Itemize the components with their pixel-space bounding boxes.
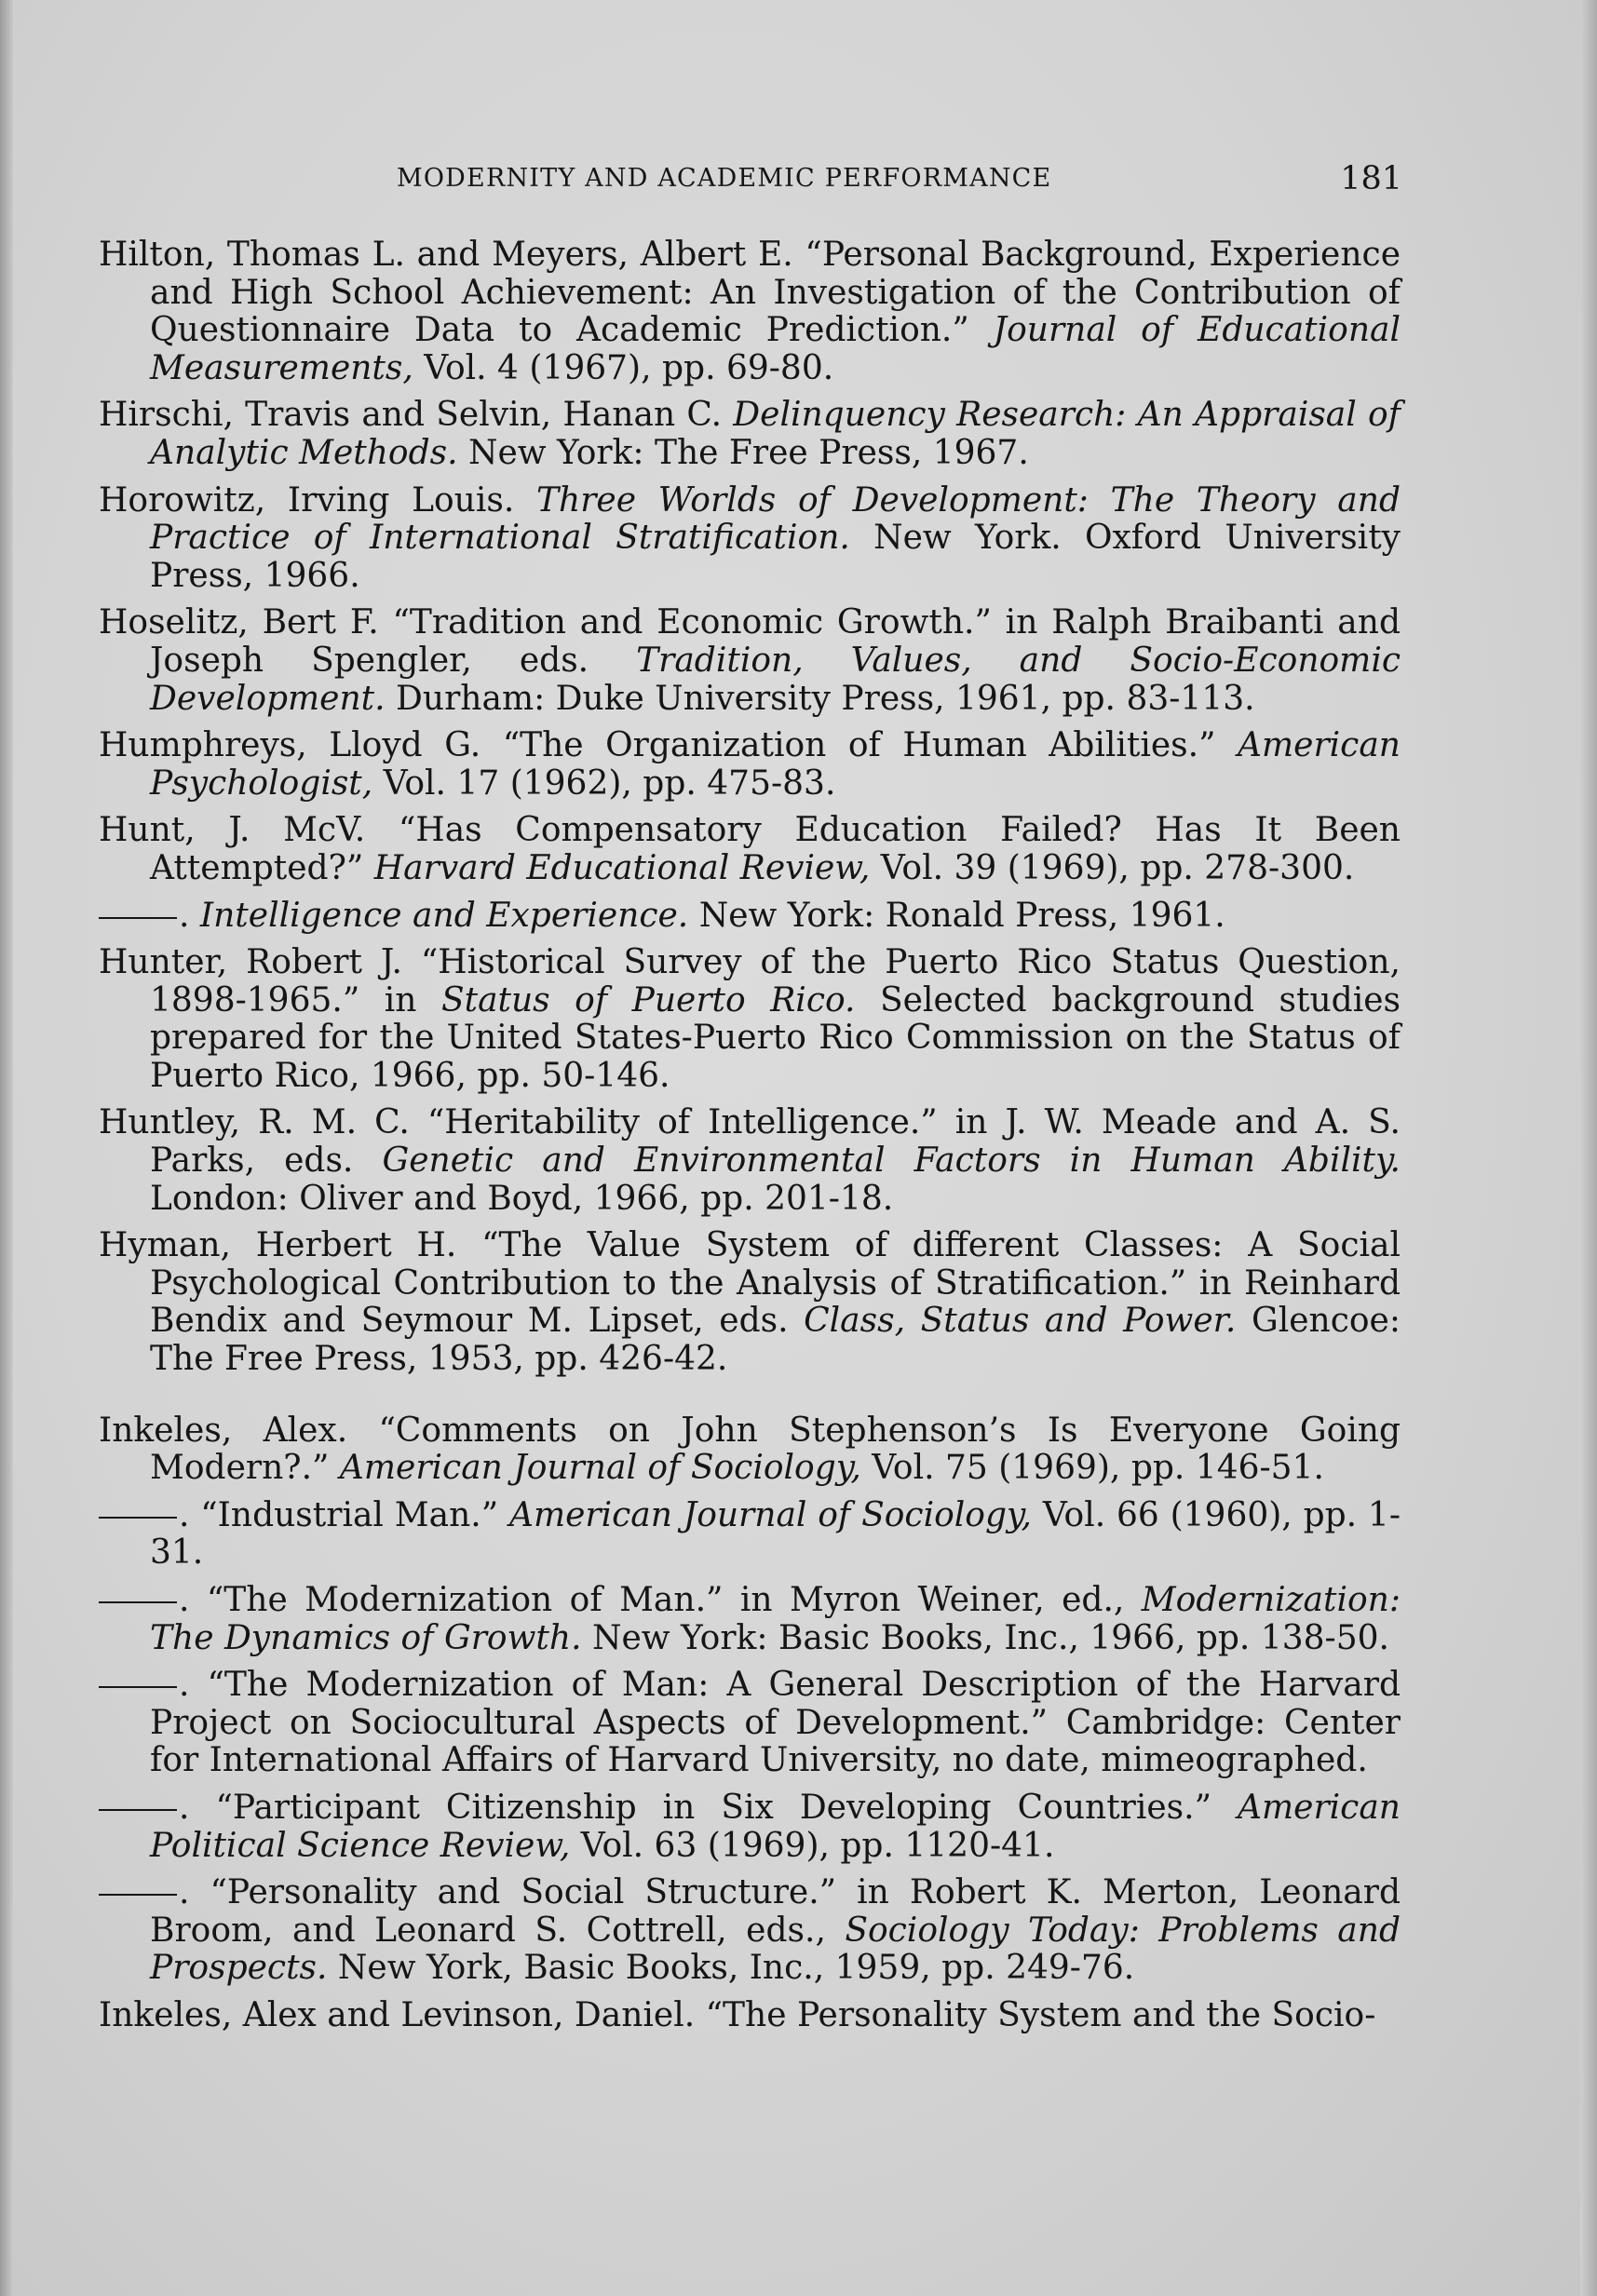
reference-entry: Hyman, Herbert H. “The Value System of different Classes: A Social Psychological Contribution to the Analysis of Stratification.” in Reinhard Bendix and Seymour M. Lipset, eds. Class, Status and Power. Glencoe: The Free Press, 1953, pp. 426-42. bbox=[99, 1226, 1401, 1379]
reference-entry: . “Participant Citizenship in Six Developing Countries.” American Political Science Review, Vol. 63 (1969), pp. 1120-41. bbox=[99, 1790, 1401, 1865]
running-head: MODERNITY AND ACADEMIC PERFORMANCE bbox=[397, 164, 1052, 193]
reference-entry: Hoselitz, Bert F. “Tradition and Economic Growth.” in Ralph Braibanti and Joseph Spengler, eds. Tradition, Values, and Socio-Economic Development. Durham: Duke University Press, 1961, pp. 83-113. bbox=[99, 603, 1401, 718]
page-number: 181 bbox=[1340, 160, 1402, 197]
repeat-author-dash bbox=[99, 1517, 177, 1519]
reference-entry: . “Industrial Man.” American Journal of Sociology, Vol. 66 (1960), pp. 1-31. bbox=[99, 1497, 1401, 1573]
repeat-author-dash bbox=[99, 1686, 177, 1688]
reference-entry: Hilton, Thomas L. and Meyers, Albert E. “Personal Background, Experience and High School Achievement: An Investigation of the Contribution of Questionnaire Data to Academic Prediction.” Journal of Educational Measurements, Vol. 4 (1967), pp. 69-80. bbox=[99, 236, 1401, 387]
reference-entry: Humphreys, Lloyd G. “The Organization of Human Abilities.” American Psychologist, Vol. 17 (1962), pp. 475-83. bbox=[99, 726, 1401, 803]
page-header bbox=[99, 160, 1402, 203]
repeat-author-dash bbox=[99, 1894, 177, 1896]
reference-entry: Hirschi, Travis and Selvin, Hanan C. Delinquency Research: An Appraisal of Analytic Methods. New York: The Free Press, 1967. bbox=[99, 396, 1401, 472]
reference-entry: . Intelligence and Experience. New York: Ronald Press, 1961. bbox=[99, 898, 1401, 936]
reference-list bbox=[99, 236, 1401, 2045]
reference-entry: . “The Modernization of Man.” in Myron Weiner, ed., Modernization: The Dynamics of Growth. New York: Basic Books, Inc., 1966, pp. 138-50. bbox=[99, 1582, 1401, 1657]
reference-entry: Hunt, J. McV. “Has Compensatory Education Failed? Has It Been Attempted?” Harvard Educational Review, Vol. 39 (1969), pp. 278-300. bbox=[99, 811, 1401, 887]
reference-entry: Inkeles, Alex and Levinson, Daniel. “The Personality System and the Socio- bbox=[99, 1995, 1376, 2034]
page-left-edge-shadow bbox=[0, 0, 13, 2296]
reference-entry: . “The Modernization of Man: A General Description of the Harvard Project on Sociocultural Aspects of Development.” Cambridge: Center for International Affairs of Harvard University, no date, mimeographed. bbox=[99, 1667, 1401, 1780]
repeat-author-dash bbox=[99, 917, 177, 919]
repeat-author-dash bbox=[99, 1809, 177, 1811]
reference-entry: Inkeles, Alex. “Comments on John Stephenson’s Is Everyone Going Modern?.” American Journal of Sociology, Vol. 75 (1969), pp. 146-51. bbox=[99, 1411, 1401, 1488]
reference-entry: . “Personality and Social Structure.” in Robert K. Merton, Leonard Broom, and Leonard S. Cottrell, eds., Sociology Today: Problems and Prospects. New York, Basic Books, Inc., 1959, pp. 249-76. bbox=[99, 1874, 1401, 1988]
page-right-edge-shadow bbox=[1580, 0, 1597, 2296]
reference-entry: Huntley, R. M. C. “Heritability of Intelligence.” in J. W. Meade and A. S. Parks, eds. Genetic and Environmental Factors in Human Ability. London: Oliver and Boyd, 1966, pp. 201-18. bbox=[99, 1103, 1401, 1218]
reference-entry: Horowitz, Irving Louis. Three Worlds of Development: The Theory and Practice of International Stratification. New York. Oxford University Press, 1966. bbox=[99, 480, 1401, 595]
reference-entry: Hunter, Robert J. “Historical Survey of the Puerto Rico Status Question, 1898-1965.” in Status of Puerto Rico. Selected background studies prepared for the United States-Puerto Rico Commission on the Status of Puerto Rico, 1966, pp. 50-146. bbox=[99, 943, 1401, 1095]
repeat-author-dash bbox=[99, 1601, 177, 1603]
